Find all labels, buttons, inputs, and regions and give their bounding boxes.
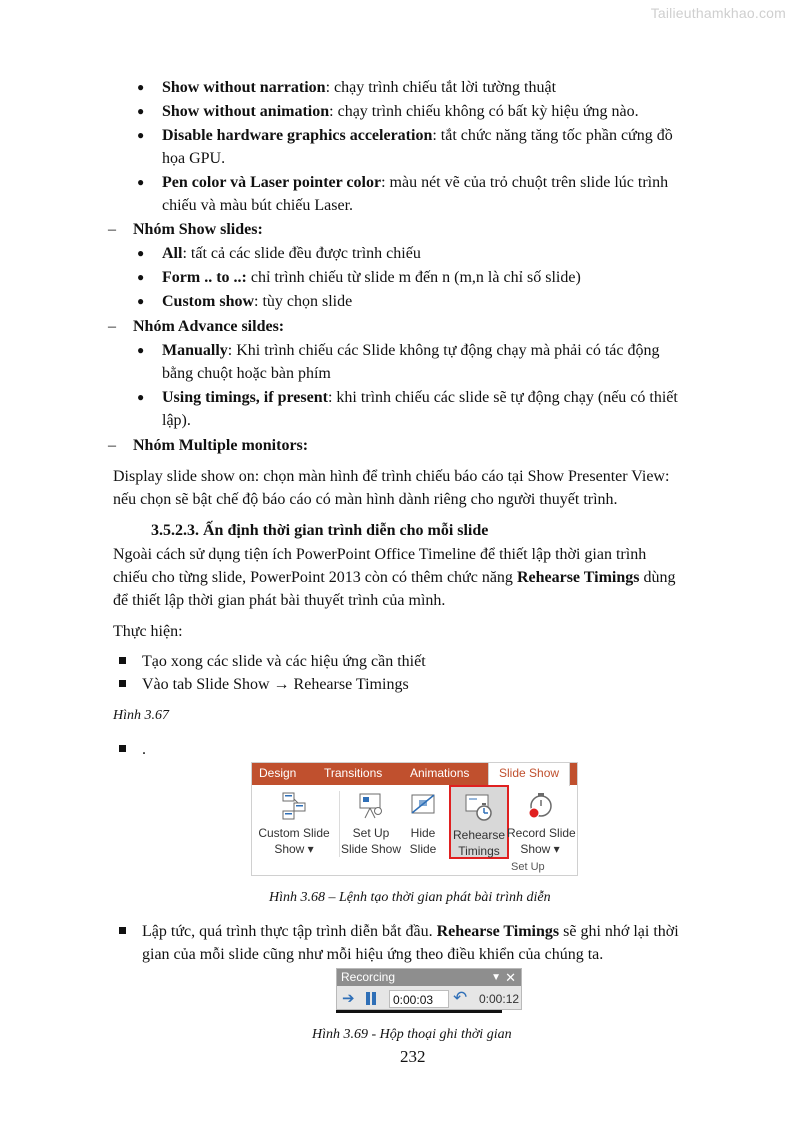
close-icon[interactable]: ✕ bbox=[505, 970, 516, 985]
paragraph: nếu chọn sẽ bật chế độ báo cáo có màn hình dành riêng cho người thuyết trình. bbox=[113, 491, 618, 508]
bullet-dot: ● bbox=[137, 390, 145, 404]
step-item: Vào tab Slide Show → Rehearse Timings bbox=[142, 676, 409, 693]
bullet-dot: ● bbox=[137, 175, 145, 189]
button-label: Custom Slide bbox=[258, 826, 330, 840]
square-bullet bbox=[119, 927, 126, 934]
button-label: Show ▾ bbox=[274, 842, 314, 856]
paragraph: để thiết lập thời gian phát bài thuyết trình của mình. bbox=[113, 592, 446, 609]
list-item: Pen color và Laser pointer color: màu nét vẽ của trỏ chuột trên slide lúc trình bbox=[162, 174, 669, 191]
list-item: Disable hardware graphics acceleration: tắt chức năng tăng tốc phần cứng đồ bbox=[162, 127, 673, 144]
step-item: Tạo xong các slide và các hiệu ứng cần thiết bbox=[142, 653, 426, 670]
group-heading: Nhóm Show slides: bbox=[133, 221, 263, 238]
bullet-dot: ● bbox=[137, 104, 145, 118]
slide-time-field[interactable]: 0:00:03 bbox=[389, 990, 449, 1008]
paragraph: Display slide show on: chọn màn hình để trình chiếu báo cáo tại Show Presenter View: bbox=[113, 468, 670, 485]
list-item: Show without animation: chạy trình chiếu không có bất kỳ hiệu ứng nào. bbox=[162, 103, 639, 120]
list-item: Show without narration: chạy trình chiếu tắt lời tường thuật bbox=[162, 79, 557, 96]
recording-toolbar bbox=[336, 968, 522, 1010]
list-item-cont: bằng chuột hoặc bàn phím bbox=[162, 365, 331, 382]
hide-slide-button[interactable] bbox=[402, 789, 444, 857]
list-item-cont: chiếu và màu bút chiếu Laser. bbox=[162, 197, 354, 214]
button-label: Set Up bbox=[352, 826, 390, 840]
group-heading: Nhóm Advance sildes: bbox=[133, 318, 285, 335]
repeat-icon[interactable]: ↶ bbox=[453, 988, 468, 1007]
button-label: Record Slide bbox=[507, 826, 576, 840]
watermark: Tailieuthamkhao.com bbox=[650, 5, 786, 21]
tab-transitions[interactable]: Transitions bbox=[324, 766, 383, 780]
tab-design[interactable]: Design bbox=[259, 766, 297, 780]
dash-marker: – bbox=[108, 318, 116, 335]
tab-animations[interactable]: Animations bbox=[410, 766, 470, 780]
button-label: Slide Show bbox=[340, 842, 402, 856]
custom-slide-show-button[interactable] bbox=[254, 789, 334, 857]
list-item-cont: lập). bbox=[162, 412, 191, 429]
list-item: Manually: Khi trình chiếu các Slide không tự động chạy mà phải có tác động bbox=[162, 342, 660, 359]
setup-show-icon bbox=[357, 791, 385, 821]
figure-caption: Hình 3.68 – Lệnh tạo thời gian phát bài trình diễn bbox=[269, 890, 551, 905]
dropdown-icon[interactable]: ▼ bbox=[491, 972, 501, 983]
ribbon-screenshot bbox=[251, 762, 578, 876]
square-bullet bbox=[119, 657, 126, 664]
dash-marker: – bbox=[108, 437, 116, 454]
paragraph: Ngoài cách sử dụng tiện ích PowerPoint Office Timeline để thiết lập thời gian trình bbox=[113, 546, 647, 563]
step-item: Lập tức, quá trình thực tập trình diễn bắt đầu. Rehearse Timings sẽ ghi nhớ lại thời bbox=[142, 923, 679, 940]
bullet-dot: ● bbox=[137, 270, 145, 284]
square-bullet bbox=[119, 680, 126, 687]
button-label: Slide bbox=[409, 842, 437, 856]
figure-caption: Hình 3.67 bbox=[113, 708, 169, 723]
bullet-dot: ● bbox=[137, 343, 145, 357]
dash-marker: – bbox=[108, 221, 116, 238]
square-bullet bbox=[119, 745, 126, 752]
bullet-dot: ● bbox=[137, 80, 145, 94]
custom-show-icon bbox=[280, 791, 308, 821]
button-label: Timings bbox=[458, 844, 500, 858]
button-label: Rehearse bbox=[452, 828, 506, 842]
total-time: 0:00:12 bbox=[479, 992, 520, 1006]
list-item: Form .. to ..: chỉ trình chiếu từ slide m đến n (m,n là chỉ số slide) bbox=[162, 269, 581, 286]
recording-title-bar bbox=[337, 969, 521, 986]
list-item-cont: họa GPU. bbox=[162, 150, 226, 167]
rehearse-timings-icon bbox=[464, 791, 494, 823]
step-item: . bbox=[142, 741, 146, 758]
pause-icon-bar bbox=[372, 992, 376, 1005]
set-up-slide-show-button[interactable] bbox=[340, 789, 402, 857]
figure-caption: Hình 3.69 - Hộp thoại ghi thời gian bbox=[312, 1027, 512, 1042]
step-item-cont: gian của mỗi slide cũng như mỗi hiệu ứng theo điều khiển của chúng ta. bbox=[142, 946, 604, 963]
paragraph: chiếu cho từng slide, PowerPoint 2013 còn có thêm chức năng Rehearse Timings dùng bbox=[113, 569, 676, 586]
next-icon[interactable]: ➔ bbox=[342, 990, 355, 1007]
list-item: All: tất cả các slide đều được trình chiếu bbox=[162, 245, 421, 262]
ribbon-tab-bar bbox=[252, 763, 577, 785]
record-icon bbox=[526, 791, 554, 821]
bullet-dot: ● bbox=[137, 128, 145, 142]
record-slide-show-button[interactable] bbox=[507, 789, 576, 857]
list-item: Using timings, if present: khi trình chiếu các slide sẽ tự động chạy (nếu có thiết bbox=[162, 389, 678, 406]
section-heading: 3.5.2.3. Ấn định thời gian trình diễn cho mỗi slide bbox=[151, 522, 489, 539]
group-label: Set Up bbox=[511, 861, 545, 873]
button-label: Show ▾ bbox=[520, 842, 560, 856]
recording-title: Recorcing bbox=[341, 970, 396, 984]
divider bbox=[336, 1010, 502, 1013]
list-item: Custom show: tùy chọn slide bbox=[162, 293, 353, 310]
hide-slide-icon bbox=[409, 791, 437, 821]
group-heading: Nhóm Multiple monitors: bbox=[133, 437, 309, 454]
bullet-dot: ● bbox=[137, 246, 145, 260]
page-number: 232 bbox=[400, 1047, 426, 1066]
button-label: Hide bbox=[410, 826, 436, 840]
tab-slide-show[interactable]: Slide Show bbox=[488, 763, 570, 786]
bullet-dot: ● bbox=[137, 294, 145, 308]
pause-icon[interactable] bbox=[366, 992, 370, 1005]
paragraph: Thực hiện: bbox=[113, 623, 183, 640]
rehearse-timings-button[interactable] bbox=[449, 785, 509, 859]
